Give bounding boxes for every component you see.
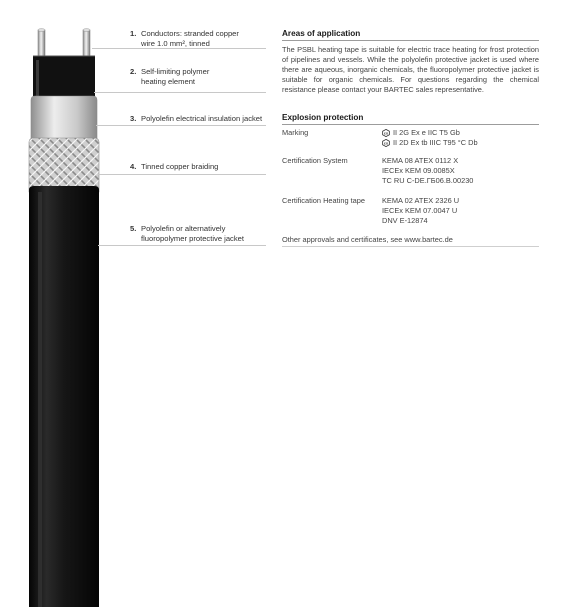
component-label-4: 4. Tinned copper braiding <box>130 162 219 171</box>
copper-braiding <box>29 138 99 192</box>
leader-line-5 <box>98 245 266 246</box>
cert-system-values: KEMA 08 ATEX 0112 X IECEx KEM 09.0085X TC RU C-DE.ГБ06.В.00230 <box>382 156 474 185</box>
svg-text:εx: εx <box>383 140 389 146</box>
cert-tape-label: Certification Heating tape <box>282 196 365 205</box>
leader-line-4 <box>98 174 266 175</box>
footer-rule <box>282 246 539 247</box>
explosion-rule <box>282 124 539 125</box>
component-label-5: 5. Polyolefin or alternatively fluoropolymer protective jacket <box>130 224 244 243</box>
marking-values: εx II 2G Ex e IIC T5 Gb εx II 2D Ex tb IIIC T95 °C Db <box>383 128 478 147</box>
areas-text: The PSBL heating tape is suitable for electric trace heating for frost protection of pipelines and vessels. While the polyolefin protective jacket is used where there are aqueous, inorganic chemicals, the fluoropolymer protective jacket is suitable for organic chemicals. For questions regarding the chemical resistance please contact your BARTEC sales representative. <box>282 45 539 95</box>
heating-element-core <box>33 56 95 102</box>
component-label-1: 1. Conductors: stranded copper wire 1.0 mm², tinned <box>130 29 239 48</box>
areas-rule <box>282 40 539 41</box>
ex-hexagon-icon <box>382 129 390 137</box>
leader-line-2 <box>94 92 266 93</box>
cert-tape-values: KEMA 02 ATEX 2326 U IECEx KEM 07.0047 U DNV E-12874 <box>382 196 460 225</box>
marking-label: Marking <box>282 128 309 137</box>
leader-line-3 <box>96 125 266 126</box>
ex-hexagon-icon <box>382 139 390 147</box>
component-label-2: 2. Self-limiting polymer heating element <box>130 67 210 86</box>
svg-text:εx: εx <box>383 130 389 136</box>
explosion-title: Explosion protection <box>282 113 364 122</box>
approvals-note: Other approvals and certificates, see www.bartec.de <box>282 235 453 244</box>
component-label-3: 3. Polyolefin electrical insulation jacket <box>130 114 263 123</box>
cert-system-label: Certification System <box>282 156 348 165</box>
insulation-jacket <box>31 96 97 144</box>
areas-title: Areas of application <box>282 29 361 38</box>
